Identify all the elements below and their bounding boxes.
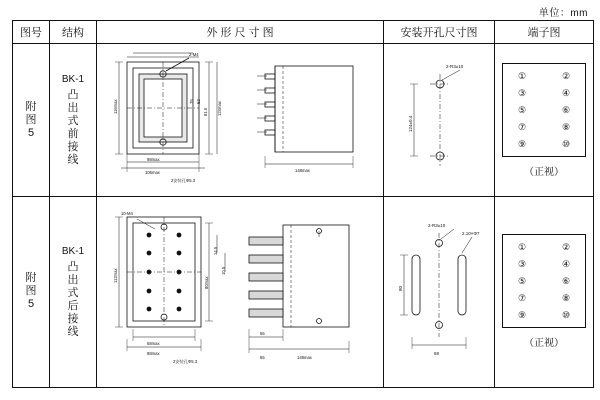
- dim-label: 55: [260, 330, 265, 336]
- fig-no-char: 5: [27, 126, 35, 139]
- terminal-number: ⑧: [561, 293, 571, 304]
- fig-no-char: 图: [25, 285, 37, 298]
- dim-label: 2-R3±10: [428, 222, 446, 228]
- terminal-number: ⑨: [517, 138, 527, 149]
- terminal-grid-2: [502, 234, 586, 328]
- dim-label: 124max: [217, 101, 222, 117]
- structure-desc-char: 接: [67, 312, 79, 325]
- structure-cell-2: [50, 196, 97, 387]
- structure-model: BK-1: [61, 245, 85, 257]
- dim-label: 2.10×Φ7: [462, 230, 480, 236]
- terminal-number: ①: [517, 70, 527, 81]
- structure-model: BK-1: [61, 74, 85, 86]
- terminal-number: ⑤: [517, 276, 527, 287]
- terminal-number: ⑥: [561, 104, 571, 115]
- mounting-drawing-1: [384, 44, 494, 194]
- dim-label: 10.5: [221, 266, 226, 275]
- dim-label: 80: [398, 285, 403, 291]
- dim-label: 116max: [113, 99, 118, 115]
- outline-drawing-1: [97, 44, 383, 194]
- dim-label: 14.5: [213, 246, 218, 255]
- outline-drawing-cell-1: [97, 44, 384, 197]
- dim-label: 75: [189, 99, 194, 105]
- terminal-number: ①: [517, 242, 527, 253]
- structure-desc-char: 后: [67, 299, 79, 312]
- terminal-number: ⑩: [561, 138, 571, 149]
- outline-drawing-2: [97, 197, 383, 385]
- terminal-number: ④: [561, 259, 571, 270]
- dim-label: 2安装孔Φ5.3: [173, 358, 198, 364]
- dim-label: 65: [260, 354, 265, 360]
- dim-label: 98max: [147, 157, 160, 163]
- dim-label: 10-M4: [121, 210, 133, 216]
- header-outline: 外 形 尺 寸 图: [97, 21, 384, 44]
- terminal-number: ⑦: [517, 121, 527, 132]
- dim-label: 52: [196, 99, 201, 105]
- structure-desc-char: 前: [67, 128, 79, 141]
- fig-no-char: 5: [27, 298, 35, 311]
- dim-label: 68: [434, 350, 440, 356]
- structure-desc-char: 出: [67, 273, 79, 286]
- structure-desc-char: 式: [67, 115, 79, 128]
- dim-label: 106max: [145, 170, 160, 176]
- dim-label: 2-M4: [189, 52, 199, 58]
- structure-desc-char: 凸: [67, 89, 79, 102]
- dim-label: 2安装孔Φ5.3: [171, 178, 196, 184]
- unit-note: 单位：mm: [538, 8, 588, 19]
- table-header-row: [13, 21, 594, 44]
- structure-desc-char: 线: [67, 154, 79, 167]
- header-mounting: 安装开孔尺寸图: [384, 21, 495, 44]
- mounting-drawing-2: [384, 197, 494, 385]
- dim-label: 148max: [295, 168, 310, 174]
- terminal-number: ⑧: [561, 121, 571, 132]
- fig-no-char: 图: [25, 113, 37, 126]
- terminal-number: ⑦: [517, 293, 527, 304]
- structure-desc-char: 式: [67, 286, 79, 299]
- structure-desc-char: 出: [67, 102, 79, 115]
- structure-cell-1: [50, 44, 97, 197]
- structure-desc-char: 线: [67, 325, 79, 338]
- terminal-cell-1: [495, 44, 594, 197]
- fig-no-cell-1: [13, 44, 50, 197]
- terminal-cell-2: [495, 196, 594, 387]
- terminal-number: ⑥: [561, 276, 571, 287]
- structure-desc-char: 接: [67, 141, 79, 154]
- dim-label: 68max: [147, 340, 160, 346]
- table-row: [13, 44, 594, 197]
- header-fig-no: 图号: [13, 21, 50, 44]
- dim-label: 124±0.4: [408, 115, 413, 133]
- terminal-view-label: （正视）: [524, 166, 564, 178]
- mounting-drawing-cell-2: [384, 196, 495, 387]
- terminal-number: ③: [517, 87, 527, 98]
- dim-label: 80max: [204, 276, 209, 289]
- header-structure: 结构: [50, 21, 97, 44]
- fig-no-cell-2: [13, 196, 50, 387]
- terminal-grid-1: [502, 63, 586, 157]
- dim-label: 2-R3±10: [446, 64, 464, 70]
- terminal-number: ③: [517, 259, 527, 270]
- dim-label: 112max: [113, 268, 118, 283]
- dimension-table: [12, 20, 594, 388]
- fig-no-char: 附: [25, 272, 37, 285]
- terminal-number: ④: [561, 87, 571, 98]
- terminal-number: ②: [561, 242, 571, 253]
- terminal-number: ⑤: [517, 104, 527, 115]
- terminal-number: ②: [561, 70, 571, 81]
- terminal-number: ⑨: [517, 310, 527, 321]
- fig-no-char: 附: [25, 100, 37, 113]
- outline-drawing-cell-2: [97, 196, 384, 387]
- mounting-drawing-cell-1: [384, 44, 495, 197]
- terminal-view-label: （正视）: [524, 338, 564, 350]
- dim-label: 81.5: [203, 107, 208, 117]
- dim-label: 148max: [297, 354, 312, 360]
- dim-label: 88max: [147, 350, 160, 356]
- structure-desc-char: 凸: [67, 260, 79, 273]
- table-row: [13, 196, 594, 387]
- header-terminal: 端子图: [495, 21, 594, 44]
- terminal-number: ⑩: [561, 310, 571, 321]
